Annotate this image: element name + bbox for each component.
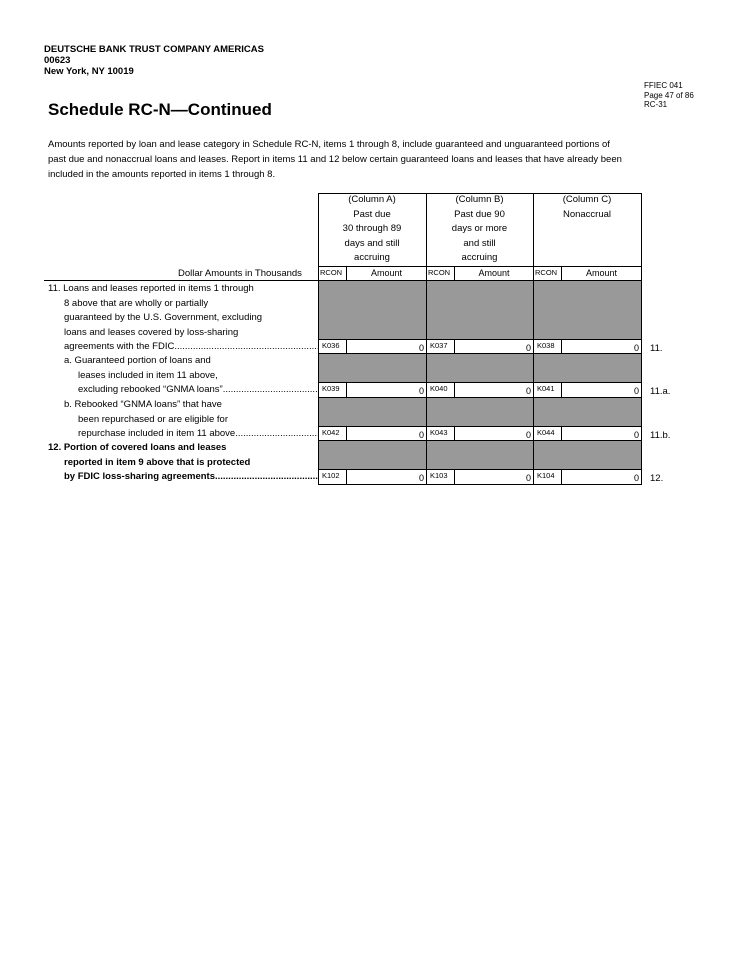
grid-line [346,469,347,484]
row-11b-label-last: repurchase included in item 11 above ..... [78,427,318,442]
schedule-code: RC-31 [644,100,668,109]
code-k036: K036 [322,341,340,350]
grid-line [346,266,347,280]
grid-line [561,426,562,440]
code-k102: K102 [322,471,340,480]
amount-k037[interactable]: 0 [525,343,531,353]
amount-k038[interactable]: 0 [633,343,639,353]
shaded-block-11a [318,353,641,382]
code-k042: K042 [322,428,340,437]
grid-line [561,382,562,397]
rcon-header-a: RCON [320,268,343,277]
row-12-label-last: by FDIC loss-sharing agreements ..... [64,470,318,485]
grid-line [454,469,455,484]
grid-line [318,469,642,470]
institution-city: New York, NY 10019 [44,66,134,77]
row-12-label: 12. Portion of covered loans and leases reported in item 9 above that is protected [48,442,251,468]
row-ref-11a: 11.a. [650,386,671,397]
page-title: Schedule RC-N—Continued [48,100,272,119]
grid-line [318,426,642,427]
grid-line [454,382,455,397]
amount-k044[interactable]: 0 [633,430,639,440]
grid-line [346,426,347,440]
grid-line [318,484,642,485]
amount-k103[interactable]: 0 [525,473,531,483]
grid-line [318,353,642,354]
grid-line [561,469,562,484]
code-k039: K039 [322,384,340,393]
amount-k039[interactable]: 0 [418,386,424,396]
amount-header-b: Amount [478,268,510,278]
grid-line [318,339,642,340]
code-k043: K043 [430,428,448,437]
grid-line [454,426,455,440]
shaded-block-12 [318,440,641,469]
code-k037: K037 [430,341,448,350]
column-a-header: (Column A) Past due 30 through 89 days and still accruing [342,194,402,263]
grid-line [346,382,347,397]
intro-paragraph: Amounts reported by loan and lease category in Schedule RC-N, items 1 through 8, include guaranteed and unguaranteed portions of past due and nonaccrual loans and leases. Report in items 11 and 12 below certain guaranteed loans and leases that have already been included in the amounts reported in items 1 through 8. [48,139,622,180]
row-ref-12: 12. [650,473,664,484]
code-k044: K044 [537,428,555,437]
column-c-header: (Column C) Nonaccrual [562,194,612,220]
form-number: FFIEC 041 [644,81,683,90]
row-11b-label: b. Rebooked “GNMA loans” that have been repurchased or are eligible for [64,399,228,425]
rcon-header-b: RCON [428,268,451,277]
row-ref-11: 11. [650,343,663,354]
institution-name: DEUTSCHE BANK TRUST COMPANY AMERICAS [44,44,264,55]
row-11-label-last: agreements with the FDIC ..... [64,340,318,355]
amount-k041[interactable]: 0 [633,386,639,396]
shaded-block-11b [318,397,641,426]
amount-k102[interactable]: 0 [418,473,424,483]
amount-header-c: Amount [585,268,618,278]
code-k104: K104 [537,471,555,480]
grid-line [346,339,347,353]
dollar-amounts-label: Dollar Amounts in Thousands [178,268,302,279]
amount-k104[interactable]: 0 [633,473,639,483]
amount-header-a: Amount [370,268,403,278]
row-11a-label-last: excluding rebooked “GNMA loans” ..... [78,383,318,398]
column-b-header: (Column B) Past due 90 days or more and still accruing [451,194,508,263]
institution-cert: 00623 [44,55,71,66]
grid-line [454,266,455,280]
code-k103: K103 [430,471,448,480]
grid-line [318,266,642,267]
grid-line [318,193,642,194]
page-number: Page 47 of 86 [644,90,694,100]
grid-line [44,280,642,281]
shaded-block-11 [318,280,641,339]
row-11-label: 11. Loans and leases reported in items 1 through 8 above that are wholly or partially guaranteed by the U.S. Government, excluding loans and leases covered by loss-sharing [48,283,263,338]
rcon-header-c: RCON [535,268,558,277]
amount-k042[interactable]: 0 [418,430,424,440]
grid-line [561,266,562,280]
grid-line [561,339,562,353]
row-ref-11b: 11.b. [650,430,671,441]
code-k038: K038 [537,341,555,350]
code-k040: K040 [430,384,448,393]
amount-k040[interactable]: 0 [525,386,531,396]
grid-line [318,397,642,398]
grid-line [318,382,642,383]
row-11a-label: a. Guaranteed portion of loans and leases included in item 11 above, [64,355,218,381]
grid-line [318,440,642,441]
grid-line [454,339,455,353]
code-k041: K041 [537,384,555,393]
amount-k043[interactable]: 0 [525,430,531,440]
amount-k036[interactable]: 0 [418,343,424,353]
